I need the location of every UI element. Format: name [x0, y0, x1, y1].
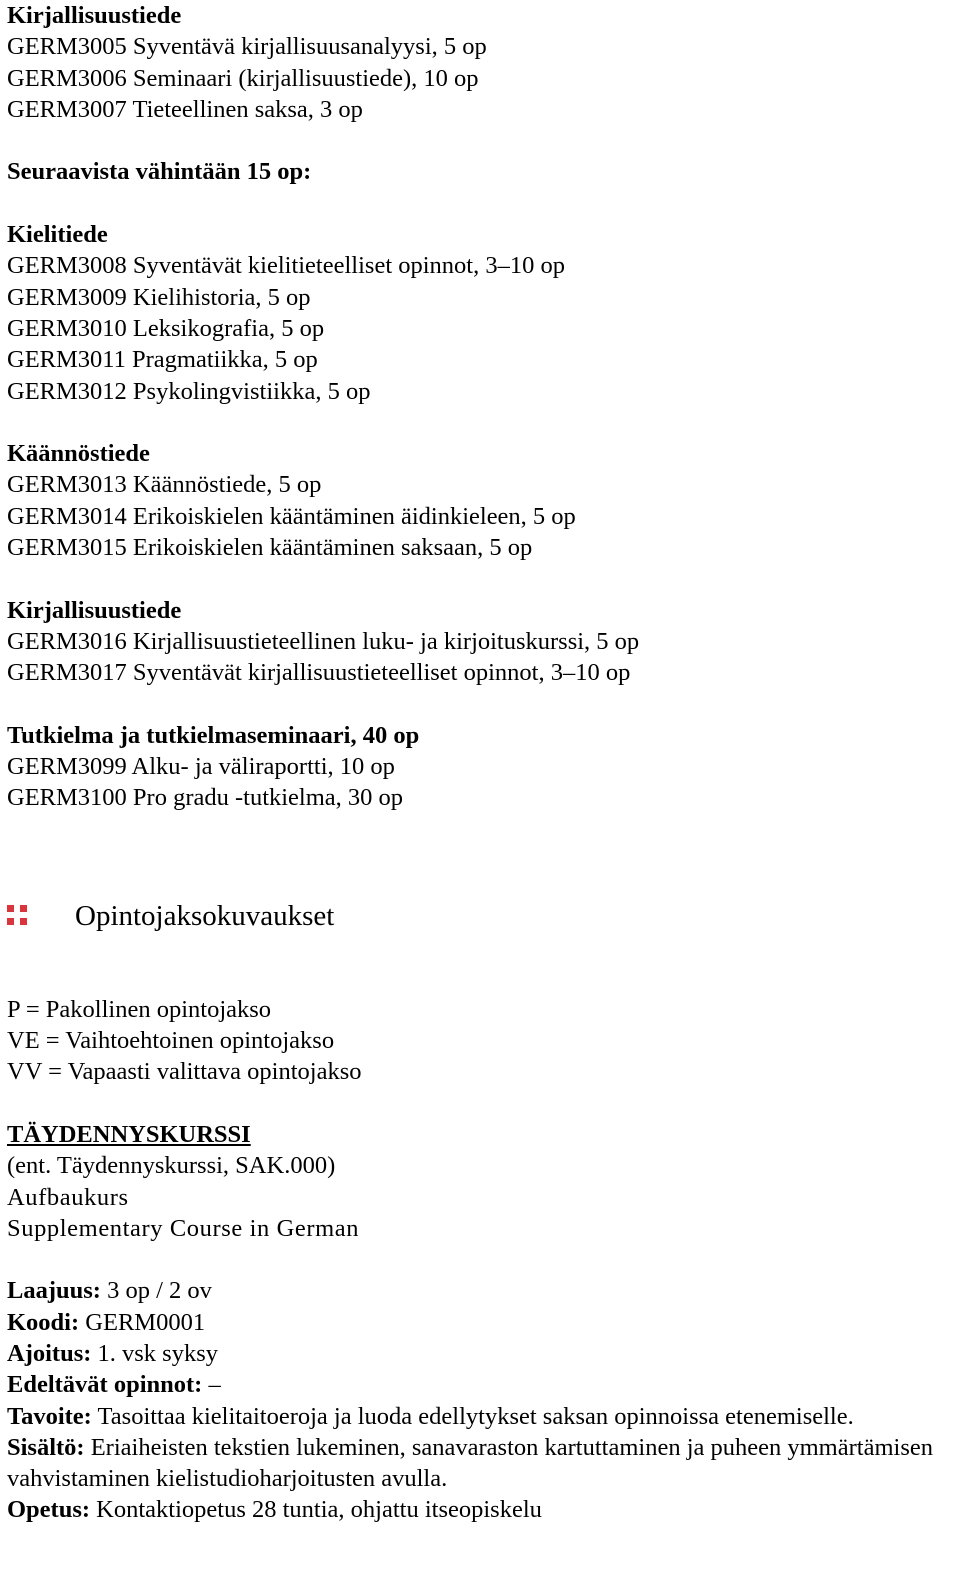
field-label: Tavoite: — [7, 1402, 92, 1430]
field-value: 3 op / 2 ov — [100, 1277, 212, 1305]
field-label: Sisältö: — [7, 1433, 85, 1461]
section-title-kielitiede: Kielitiede — [7, 221, 108, 249]
field-laajuus — [7, 1275, 957, 1306]
course-line: GERM3016 Kirjallisuustieteellinen luku- ja kirjoituskurssi, 5 op — [7, 627, 640, 655]
field-label: Ajoitus: — [7, 1339, 92, 1367]
section-title-kirjallisuustiede-2: Kirjallisuustiede — [7, 596, 182, 624]
heading-text: Opintojaksokuvaukset — [75, 900, 335, 933]
course-line: GERM3012 Psykolingvistiikka, 5 op — [7, 377, 371, 405]
course-line: GERM3007 Tieteellinen saksa, 3 op — [7, 95, 363, 123]
field-value: – — [202, 1371, 221, 1399]
legend-line: VV = Vapaasti valittava opintojakso — [7, 1058, 362, 1086]
course-former-name: (ent. Täydennyskurssi, SAK.000) — [7, 1152, 336, 1180]
field-ajoitus — [7, 1338, 957, 1369]
field-tavoite — [7, 1401, 957, 1432]
field-value: Eriaiheisten tekstien lukeminen, sanavaraston kartuttaminen ja puheen ymmärtämisen vahvistaminen kielistudioharjoitusten avulla. — [7, 1433, 933, 1493]
course-line: GERM3006 Seminaari (kirjallisuustiede), 10 op — [7, 64, 479, 92]
course-line: GERM3015 Erikoiskielen kääntäminen saksaan, 5 op — [7, 534, 533, 562]
document-page — [7, 0, 957, 1526]
field-value: 1. vsk syksy — [91, 1339, 218, 1367]
course-line: GERM3011 Pragmatiikka, 5 op — [7, 346, 318, 374]
course-line: GERM3099 Alku- ja väliraportti, 10 op — [7, 753, 395, 781]
course-line: GERM3014 Erikoiskielen kääntäminen äidinkieleen, 5 op — [7, 502, 576, 530]
legend-line: P = Pakollinen opintojakso — [7, 995, 272, 1023]
course-descriptions-heading — [7, 892, 957, 942]
field-edeltavat — [7, 1369, 957, 1400]
course-line: GERM3100 Pro gradu -tutkielma, 30 op — [7, 784, 404, 812]
field-value: Kontaktiopetus 28 tuntia, ohjattu itseopiskelu — [90, 1496, 542, 1524]
course-line: GERM3010 Leksikografia, 5 op — [7, 314, 325, 342]
field-value: GERM0001 — [79, 1308, 206, 1336]
section-title-tutkielma: Tutkielma ja tutkielmaseminaari, 40 op — [7, 721, 420, 749]
course-german-name: Aufbaukurs — [7, 1183, 129, 1211]
course-line: GERM3008 Syventävät kielitieteelliset opinnot, 3–10 op — [7, 252, 565, 280]
course-line: GERM3013 Käännöstiede, 5 op — [7, 471, 322, 499]
red-four-squares-icon — [7, 905, 27, 927]
field-label: Laajuus: — [7, 1277, 101, 1305]
course-line: GERM3017 Syventävät kirjallisuustieteelliset opinnot, 3–10 op — [7, 659, 631, 687]
field-opetus — [7, 1494, 957, 1525]
field-koodi — [7, 1307, 957, 1338]
field-sisalto — [7, 1432, 957, 1495]
elective-intro: Seuraavista vähintään 15 op: — [7, 158, 312, 186]
course-english-name: Supplementary Course in German — [7, 1214, 360, 1242]
field-value: Tasoittaa kielitaitoeroja ja luoda edellytykset saksan opinnoissa etenemiselle. — [91, 1402, 854, 1430]
legend-line: VE = Vaihtoehtoinen opintojakso — [7, 1027, 335, 1055]
course-line: GERM3005 Syventävä kirjallisuusanalyysi, 5 op — [7, 33, 487, 61]
section-title-kaannostiede: Käännöstiede — [7, 440, 150, 468]
field-label: Opetus: — [7, 1496, 91, 1524]
field-label: Koodi: — [7, 1308, 80, 1336]
course-line: GERM3009 Kielihistoria, 5 op — [7, 283, 311, 311]
section-title-kirjallisuustiede: Kirjallisuustiede — [7, 2, 182, 29]
field-label: Edeltävät opinnot: — [7, 1371, 203, 1399]
course-name: TÄYDENNYSKURSSI — [7, 1120, 251, 1148]
